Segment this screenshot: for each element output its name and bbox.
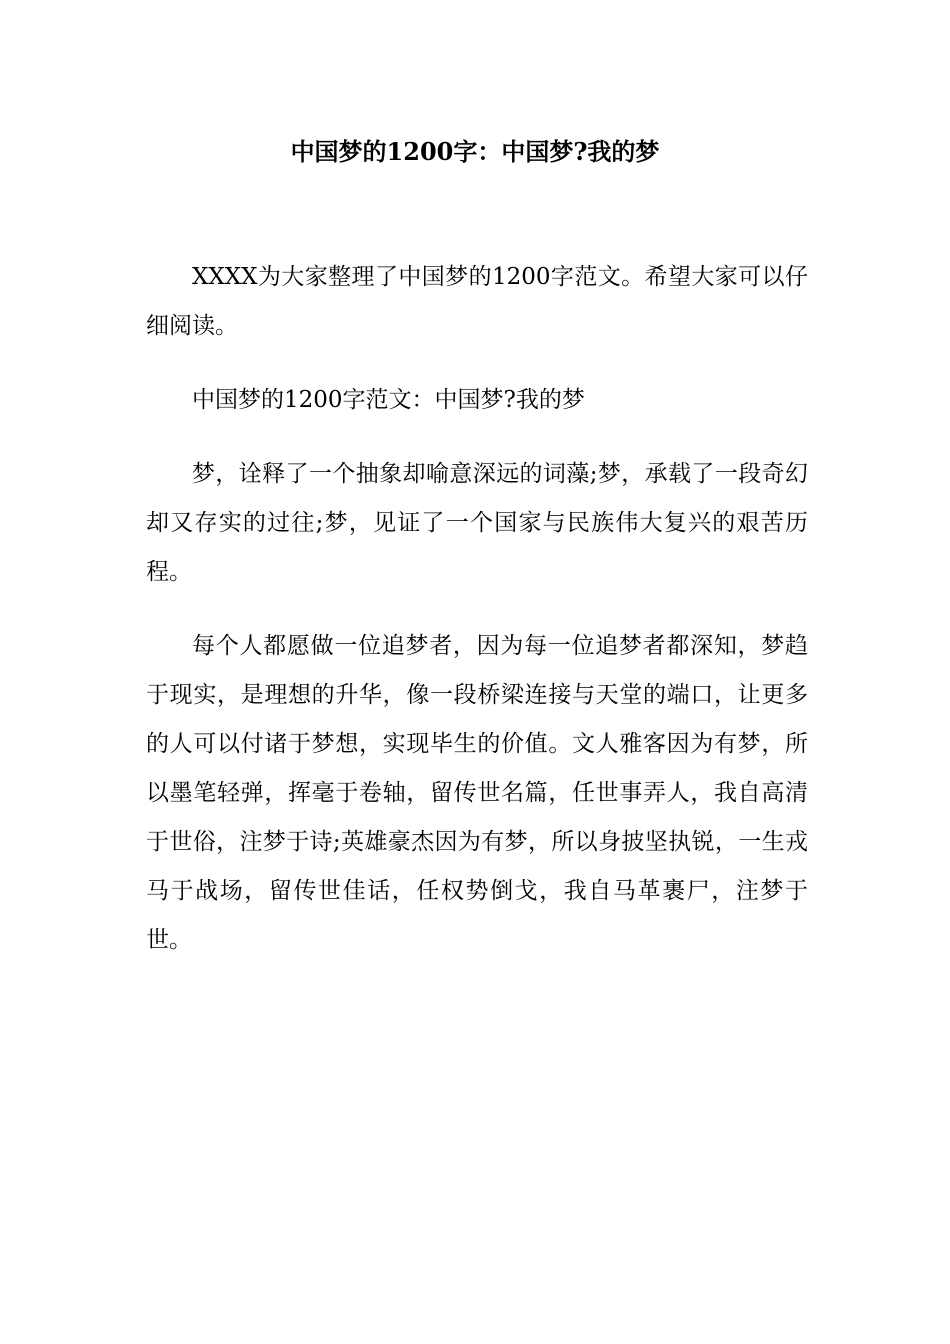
paragraph-dream-chasers: 每个人都愿做一位追梦者，因为每一位追梦者都深知，梦趋于现实，是理想的升华，像一段桥梁连接与天堂的端口，让更多的人可以付诸于梦想，实现毕生的价值。文人雅客因为有梦，所以墨笔轻弹，挥毫于卷轴，留传世名篇，任世事弄人，我自高清于世俗，注梦于诗;英雄豪杰因为有梦，所以身披坚执锐，一生戎马于战场，留传世佳话，任权势倒戈，我自马革裹尸，注梦于世。 [146,633,808,953]
paragraph-dream-definition: 梦，诠释了一个抽象却喻意深远的词藻;梦，承载了一段奇幻却又存实的过往;梦，见证了一个国家与民族伟大复兴的艰苦历程。 [146,461,808,585]
paragraph-intro: XXXX为大家整理了中国梦的1200字范文。希望大家可以仔细阅读。 [146,264,808,339]
paragraph-subtitle: 中国梦的1200字范文：中国梦?我的梦 [192,387,585,413]
document-body [146,253,808,990]
document-title: 中国梦的1200字：中国梦?我的梦 [290,137,660,166]
